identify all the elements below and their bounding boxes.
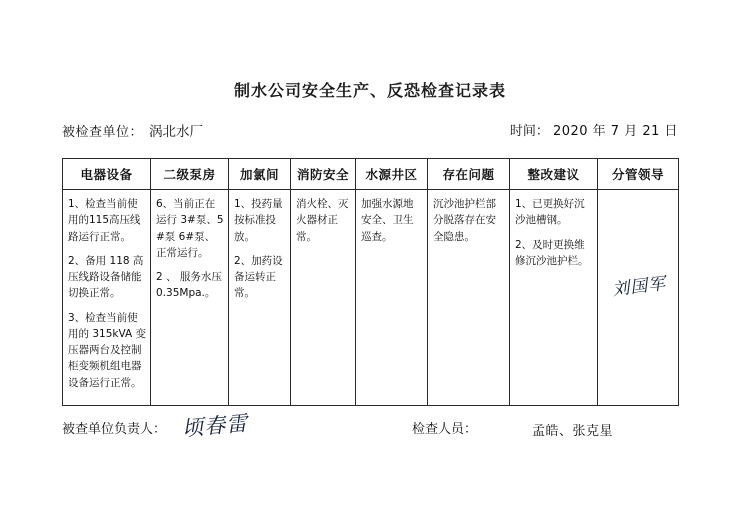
- rectification-item-2: 2、及时更换维修沉沙池护栏。: [515, 238, 589, 267]
- date-label: 时间：: [509, 124, 549, 139]
- col-header-existing-problems: 存在问题: [428, 159, 510, 190]
- inspected-unit-label: 被检查单位：: [62, 125, 144, 140]
- responsible-person-label: 被查单位负责人：: [62, 422, 167, 437]
- cell-rectification-suggestions: [510, 190, 598, 406]
- record-table: [62, 158, 679, 406]
- problem-item-1: 沉沙池护栏部分脱落存在安全隐患。: [433, 198, 496, 243]
- responsible-person-signature: 顷春雷: [181, 411, 250, 441]
- inspected-unit-value: 涡北水厂: [149, 124, 204, 140]
- col-header-secondary-pump-room: 二级泵房: [151, 159, 229, 190]
- col-header-chlorination-room: 加氯间: [229, 159, 291, 190]
- pump-item-2: 2 、 服务水压 0.35Mpa.。: [156, 271, 222, 300]
- table-header-row: [63, 159, 679, 190]
- cell-electrical-equipment: [63, 190, 151, 406]
- footer: [62, 412, 678, 452]
- cell-water-source-well-area: [356, 190, 428, 406]
- col-header-electrical-equipment: 电器设备: [63, 159, 151, 190]
- inspectors-value: 孟皓、张克星: [532, 424, 614, 439]
- col-header-rectification-suggestions: 整改建议: [510, 159, 598, 190]
- inspectors-label: 检查人员：: [412, 422, 478, 437]
- cell-existing-problems: [428, 190, 510, 406]
- cell-fire-safety: [291, 190, 356, 406]
- water-source-item-1: 加强水源地安全、卫生巡查。: [361, 198, 414, 243]
- date-value: 2020 年 7 月 21 日: [552, 124, 678, 139]
- chlorination-item-1: 1、投药量按标准投放。: [234, 198, 283, 243]
- meta-row: [62, 120, 678, 142]
- electrical-item-3: 3、检查当前使用的 315kVA 变压器两台及控制柜变频机组电器设备运行正常。: [68, 311, 146, 389]
- table-row: [63, 190, 679, 406]
- fire-safety-item-1: 消火栓、灭火器材正常。: [296, 198, 349, 243]
- inspected-unit: [62, 120, 203, 140]
- page-title: 制水公司安全生产、反恐检查记录表: [233, 81, 506, 100]
- electrical-item-2: 2、备用 118 高压线路设备储能切换正常。: [68, 254, 144, 300]
- electrical-item-1: 1、检查当前使用的115高压线路运行正常。: [68, 198, 141, 243]
- col-header-water-source-well-area: 水源井区: [356, 159, 428, 190]
- chlorination-item-2: 2、加药设备运转正常。: [234, 254, 283, 300]
- col-header-leader: 分管领导: [598, 159, 679, 190]
- cell-secondary-pump-room: [151, 190, 229, 406]
- cell-chlorination-room: [229, 190, 291, 406]
- pump-item-1: 6、当前正在运行 3#泵、5#泵 6#泵、正常运行。: [156, 198, 224, 259]
- leader-signature: 刘国军: [611, 273, 668, 301]
- rectification-item-1: 1、已更换好沉沙池槽钢。: [515, 198, 585, 227]
- col-header-fire-safety: 消防安全: [291, 159, 356, 190]
- cell-leader-signature: [598, 190, 679, 406]
- record-table-wrapper: [62, 158, 678, 406]
- inspection-date: [510, 120, 678, 139]
